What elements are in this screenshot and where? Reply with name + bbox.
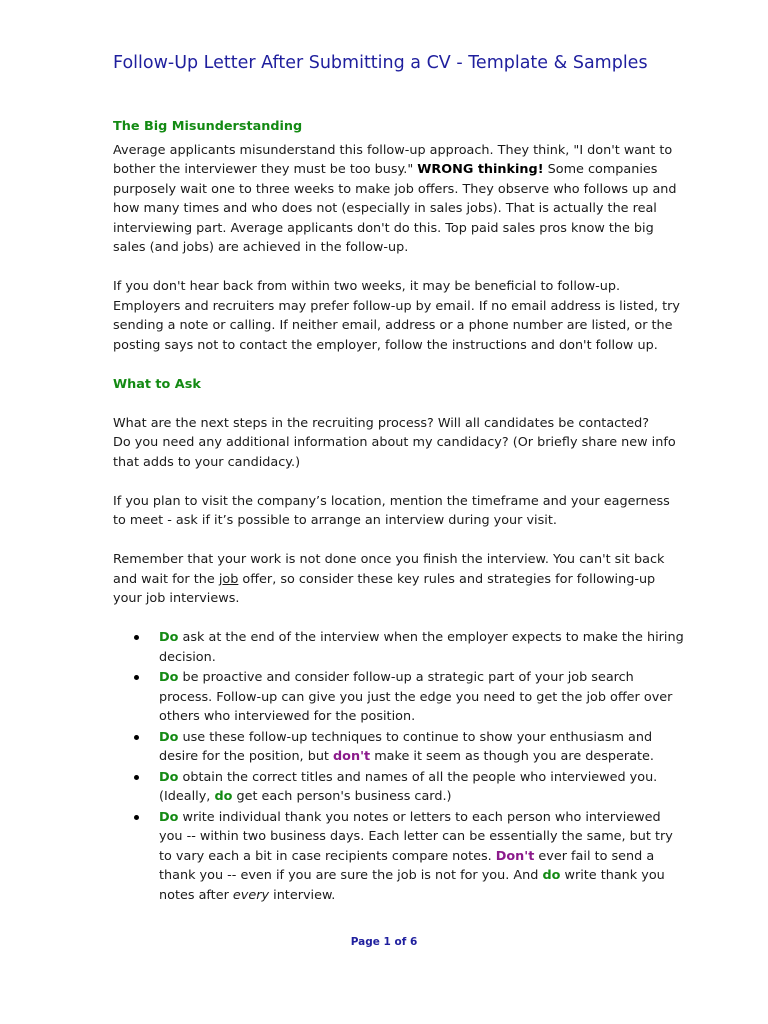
text-run: write individual thank you notes or letters to each person who interviewed (178, 809, 661, 825)
document-title: Follow-Up Letter After Submitting a CV - Template & Samples (113, 53, 648, 73)
spacer (113, 394, 658, 414)
text-line: Employers and recruiters may prefer follow-up by email. If no email address is listed, try (113, 298, 680, 314)
wrong-thinking-emphasis: WRONG thinking! (417, 162, 544, 177)
list-item (0, 628, 684, 667)
dont-emphasis: don't (333, 749, 371, 764)
do-emphasis: Do (159, 670, 179, 685)
bullet-icon (134, 815, 139, 820)
text-line (159, 668, 680, 688)
paragraph-what-to-ask-3 (113, 550, 665, 609)
text-line: If you don't hear back from within two weeks, it may be beneficial to follow-up. (113, 279, 621, 294)
paragraph-misunderstanding-1 (113, 141, 677, 258)
paragraph-misunderstanding-2 (113, 277, 680, 355)
spacer (113, 472, 658, 492)
bullet-icon (134, 635, 139, 640)
text-line: your job interviews. (113, 591, 240, 606)
text-line (159, 847, 680, 867)
text-run: get each person's business card.) (232, 789, 452, 804)
do-emphasis: Do (159, 769, 179, 785)
list-item (0, 808, 680, 906)
do-emphasis: Do (159, 809, 179, 825)
text-line: posting says not to contact the employer, follow the instructions and don't follow up. (113, 337, 658, 353)
document-body (113, 117, 684, 906)
job-link[interactable]: job (218, 571, 239, 587)
text-line: If you plan to visit the company’s location, mention the timeframe and your eagerness (113, 493, 670, 509)
list-item (0, 768, 680, 807)
text-line (159, 628, 684, 648)
spacer (113, 531, 658, 551)
text-run: obtain the correct titles and names of all the people who interviewed you. (178, 769, 658, 785)
dont-emphasis: Don't (495, 848, 535, 864)
section-heading-misunderstanding: The Big Misunderstanding (113, 119, 303, 134)
text-line (159, 787, 680, 807)
text-run: make it seem as though you are desperate. (370, 749, 654, 764)
do-emphasis: Do (159, 630, 179, 645)
text-line: how many times and who does not (especially in sales jobs). That is actually the real (113, 201, 657, 216)
every-emphasis: every (232, 887, 270, 903)
text-run: be proactive and consider follow-up a strategic part of your job search (178, 670, 634, 685)
rules-bullet-list (0, 628, 684, 905)
text-line: What are the next steps in the recruiting process? Will all candidates be contacted? (113, 415, 650, 431)
text-line: you -- within two business days. Each letter can be essentially the same, but try (159, 829, 673, 844)
text-line: Do you need any additional information about my candidacy? (Or briefly share new info (113, 435, 676, 450)
text-line: decision. (159, 649, 216, 665)
text-run: interview. (269, 887, 336, 903)
text-line: sales (and jobs) are achieved in the follow-up. (113, 240, 409, 255)
do-emphasis: Do (159, 729, 179, 745)
paragraph-what-to-ask-2 (113, 492, 670, 531)
text-line (159, 768, 680, 788)
text-run: and wait for the (113, 571, 219, 587)
text-run: (Ideally, (159, 789, 215, 804)
text-line: others who interviewed for the position. (159, 709, 416, 724)
text-run: offer, so consider these key rules and strategies for following-up (238, 571, 656, 587)
text-line: sending a note or calling. If neither email, address or a phone number are listed, or the (113, 318, 673, 333)
spacer (113, 355, 658, 375)
text-line (159, 808, 680, 828)
text-run: ask at the end of the interview when the employer expects to make the hiring (178, 630, 684, 645)
bullet-icon (134, 675, 139, 680)
paragraph-what-to-ask-1 (113, 414, 676, 473)
text-line: to meet - ask if it’s possible to arrange an interview during your visit. (113, 513, 557, 528)
text-line (159, 747, 680, 767)
text-line: interviewing part. Average applicants don't do this. Top paid sales pros know the big (113, 220, 654, 236)
text-line: process. Follow-up can give you just the edge you need to get the job offer over (159, 689, 673, 705)
do-emphasis: do (542, 868, 561, 883)
text-line (159, 728, 680, 748)
text-run: desire for the position, but (159, 749, 334, 764)
text-line: Remember that your work is not done once you finish the interview. You can't sit back (113, 552, 665, 567)
spacer (113, 258, 658, 278)
text-run: Some companies (543, 162, 658, 177)
spacer (113, 609, 658, 629)
text-line: Average applicants misunderstand this follow-up approach. They think, "I don't want to (113, 142, 673, 158)
text-line: purposely wait one to three weeks to make job offers. They observe who follows up and (113, 181, 677, 197)
text-run: notes after (159, 887, 233, 903)
text-line (159, 886, 680, 906)
bullet-icon (134, 735, 139, 740)
bullet-icon (134, 775, 139, 780)
text-run: write thank you (560, 868, 665, 883)
text-line (159, 866, 680, 886)
list-item (0, 668, 680, 727)
text-run: to vary each a bit in case recipients compare notes. (159, 848, 496, 864)
do-emphasis: do (214, 789, 233, 804)
text-run: bother the interviewer they must be too busy." (113, 162, 418, 177)
text-line (113, 160, 658, 180)
text-run: thank you -- even if you are sure the job is not for you. And (159, 868, 543, 883)
section-heading-what-to-ask: What to Ask (113, 376, 201, 392)
text-run: use these follow-up techniques to continue to show your enthusiasm and (178, 729, 653, 745)
text-run: ever fail to send a (534, 848, 655, 864)
page-number: Page 1 of 6 (350, 936, 418, 948)
list-item (0, 728, 680, 767)
text-line: that adds to your candidacy.) (113, 454, 301, 470)
text-line (113, 570, 658, 590)
